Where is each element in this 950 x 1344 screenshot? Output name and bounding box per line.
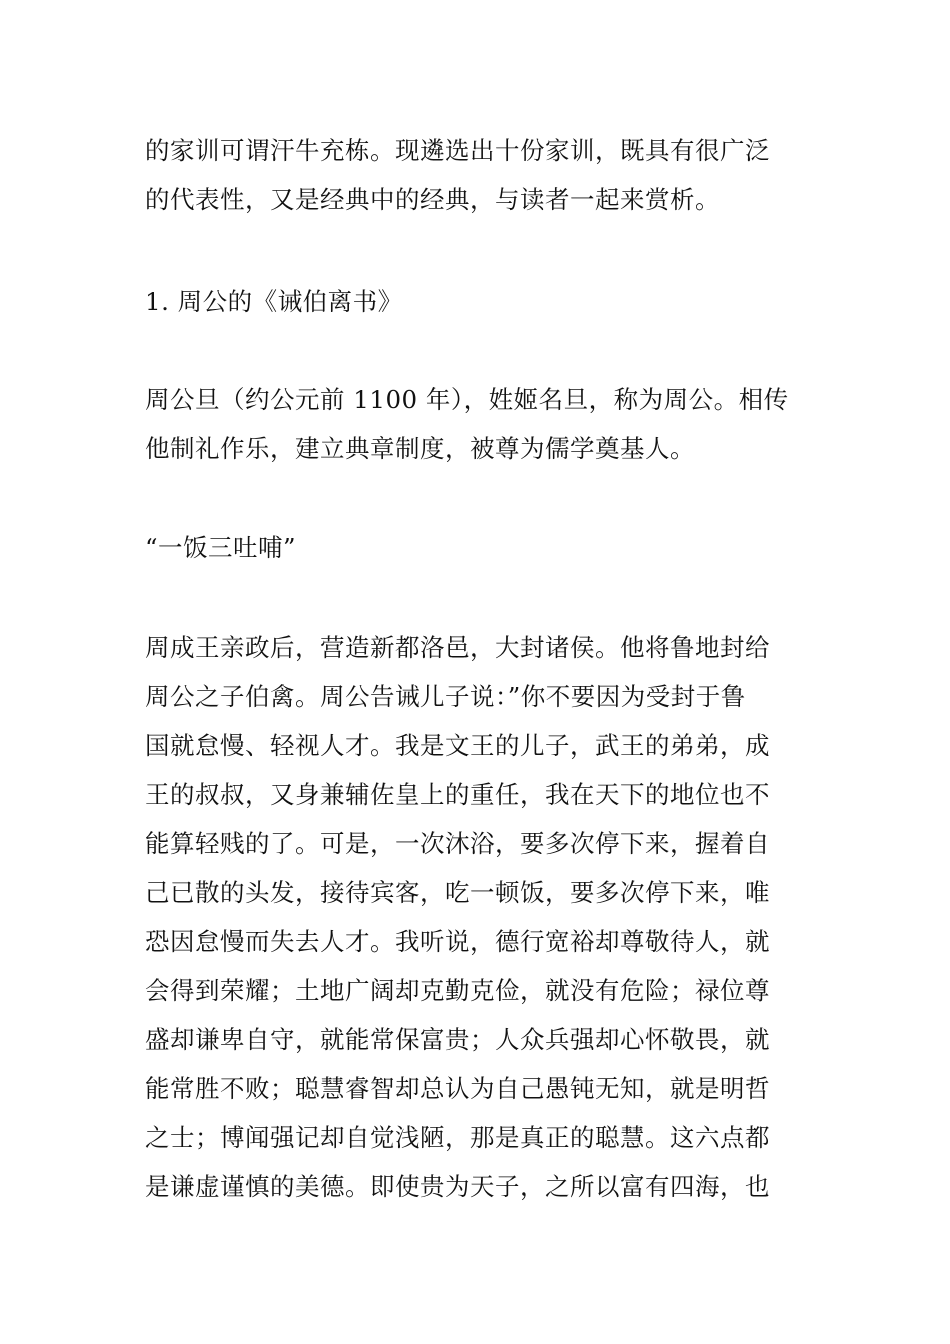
paragraph-line: 周公之子伯禽。周公告诫儿子说：”你不要因为受封于鲁	[145, 682, 746, 711]
paragraph-line: 恐因怠慢而失去人才。我听说，德行宽裕却尊敬待人，就	[145, 927, 770, 956]
paragraph-line: 盛却谦卑自守，就能常保富贵；人众兵强却心怀敬畏，就	[145, 1025, 770, 1054]
section-heading: 1. 周公的《诫伯离书》	[145, 287, 403, 316]
paragraph-line: 是谦虚谨慎的美德。即使贵为天子，之所以富有四海，也	[145, 1172, 770, 1201]
paragraph-line: 王的叔叔，又身兼辅佐皇上的重任，我在天下的地位也不	[145, 780, 770, 809]
paragraph-line: 周成王亲政后，营造新都洛邑，大封诸侯。他将鲁地封给	[145, 633, 770, 662]
paragraph-line: 能常胜不败；聪慧睿智却总认为自己愚钝无知，就是明哲	[145, 1074, 770, 1103]
paragraph-line: 己已散的头发，接待宾客，吃一顿饭，要多次停下来，唯	[145, 878, 770, 907]
paragraph-line: 会得到荣耀；土地广阔却克勤克俭，就没有危险；禄位尊	[145, 976, 770, 1005]
paragraph-line: 他制礼作乐，建立典章制度，被尊为儒学奠基人。	[145, 434, 695, 463]
paragraph-line: 周公旦（约公元前 1100 年），姓姬名旦，称为周公。相传	[145, 385, 789, 414]
paragraph-line: 能算轻贱的了。可是，一次沐浴，要多次停下来，握着自	[145, 829, 770, 858]
paragraph-line: 国就怠慢、轻视人才。我是文王的儿子，武王的弟弟，成	[145, 731, 770, 760]
paragraph-line: 的家训可谓汗牛充栋。现遴选出十份家训，既具有很广泛	[145, 136, 770, 165]
paragraph-line: 的代表性，又是经典中的经典，与读者一起来赏析。	[145, 185, 720, 214]
subheading: “一饭三吐哺”	[145, 533, 297, 562]
paragraph-line: 之士；博闻强记却自觉浅陋，那是真正的聪慧。这六点都	[145, 1123, 770, 1152]
